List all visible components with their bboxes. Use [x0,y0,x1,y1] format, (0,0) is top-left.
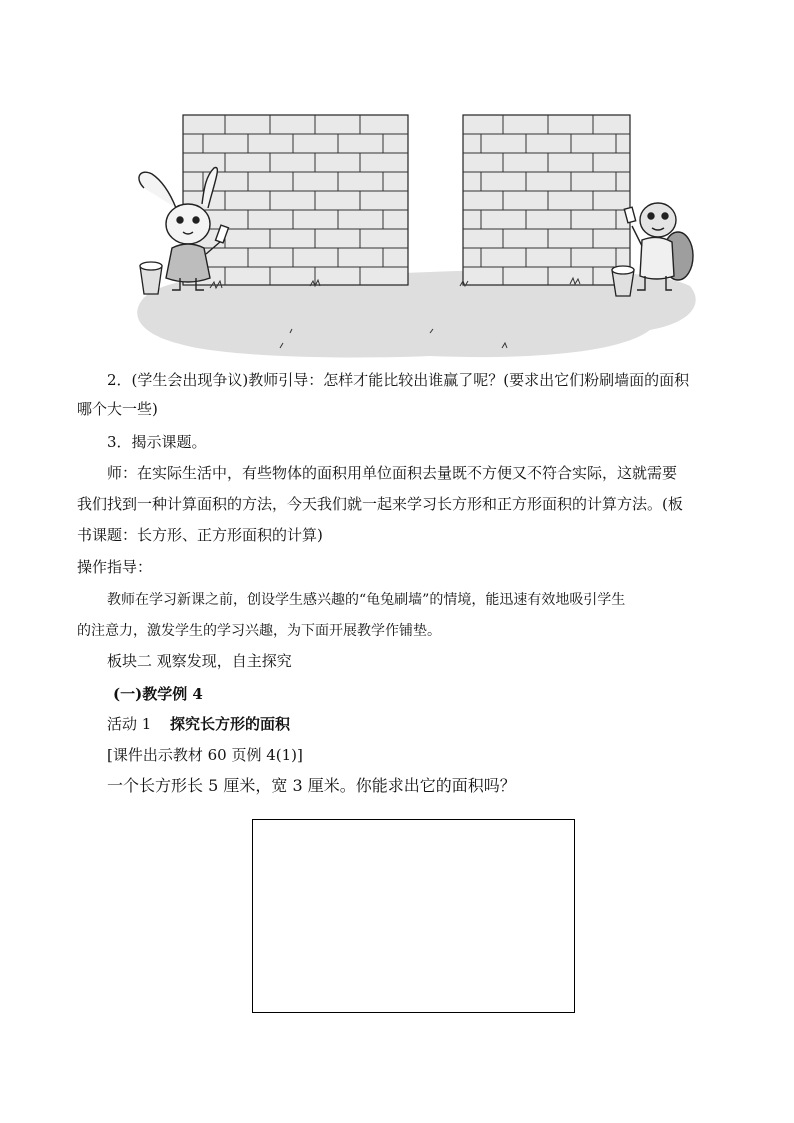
paragraph-line: 书课题：长方形、正方形面积的计算) [77,526,323,544]
section-heading: 操作指导： [77,558,153,576]
paragraph-line: 3．揭示课题。 [107,433,207,451]
question-line: 一个长方形长 5 厘米，宽 3 厘米。你能求出它的面积吗？ [107,776,516,795]
paragraph-line: [课件出示教材 60 页例 4(1)] [107,746,303,764]
activity-title: 探究长方形的面积 [170,715,291,733]
activity-number: 活动 1 [107,715,152,733]
paragraph-line: 2．(学生会出现争议)教师引导：怎样才能比较出谁赢了呢？(要求出它们粉刷墙面的面积 [107,371,690,389]
paragraph-line: 哪个大一些) [77,400,158,418]
left-brick-wall [183,115,408,285]
paragraph-line: 我们找到一种计算面积的方法，今天我们就一起来学习长方形和正方形面积的计算方法。(板 [77,495,683,513]
section-heading: 板块二 观察发现，自主探究 [107,652,292,670]
paint-bucket-icon [140,262,162,294]
paint-bucket-icon [612,266,634,296]
subsection-heading: (一)教学例 4 [113,685,203,703]
rectangle-figure [252,819,575,1013]
paragraph-line: 的注意力，激发学生的学习兴趣，为下面开展教学作铺垫。 [77,623,441,639]
paragraph-line: 师：在实际生活中，有些物体的面积用单位面积去量既不方便又不符合实际，这就需要 [107,464,678,482]
rabbit-turtle-wall-illustration [130,108,696,363]
paragraph-line: 教师在学习新课之前，创设学生感兴趣的“龟兔刷墙”的情境，能迅速有效地吸引学生 [107,592,626,608]
right-brick-wall [463,115,630,285]
